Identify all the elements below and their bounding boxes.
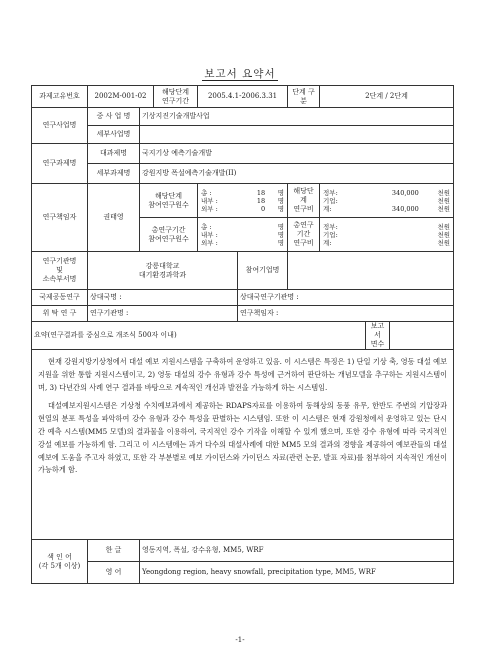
total-gov-unit: 천원 bbox=[437, 222, 451, 231]
row-summary-head bbox=[32, 322, 454, 350]
total-cost-grid bbox=[322, 223, 451, 247]
business-sub-value bbox=[140, 126, 454, 144]
stage-staff-values bbox=[198, 184, 288, 218]
stage-staff-label-line1: 해당단계 bbox=[154, 191, 183, 200]
stage-gov-unit: 천원 bbox=[437, 188, 451, 197]
row-international bbox=[32, 290, 454, 306]
page-title-text: 보고서 요약서 bbox=[204, 68, 276, 80]
stage-corp-label: 기업: bbox=[323, 196, 338, 205]
total-cost-label-line2: 연구비 bbox=[293, 239, 314, 247]
pages-label-line2: 면수 bbox=[370, 340, 385, 348]
row-keywords-en bbox=[32, 562, 454, 584]
stage-corp-unit: 천원 bbox=[437, 196, 451, 205]
org-value-line1: 강릉대학교 bbox=[145, 261, 180, 270]
total-cost-label bbox=[288, 218, 320, 252]
total-in-unit: 명 bbox=[277, 230, 285, 239]
summary-form-table bbox=[31, 85, 454, 584]
total-sum-label: 계: bbox=[323, 238, 332, 247]
task-main-value: 국지기상 예측기술개발 bbox=[140, 144, 454, 164]
project-id-label: 과제고유번호 bbox=[32, 86, 88, 108]
participating-company-label: 참여기업명 bbox=[238, 252, 288, 290]
researcher-label: 연구책임자 bbox=[32, 184, 88, 252]
total-staff-label bbox=[140, 218, 198, 252]
stage-staff-label bbox=[140, 184, 198, 218]
stage-out-value: 0 bbox=[261, 204, 266, 213]
page-number: -1- bbox=[235, 636, 245, 644]
stage-label: 단계 구분 bbox=[288, 86, 320, 108]
row-keywords-ko bbox=[32, 540, 454, 562]
consign-label: 위 탁 연 구 bbox=[32, 306, 88, 322]
stage-sum-value: 340,000 bbox=[391, 204, 419, 213]
intl-counterpart-label: 상대국명 : bbox=[88, 290, 238, 306]
keywords-ko-value: 영동지역, 폭설, 강수유형, MM5, WRF bbox=[140, 540, 454, 562]
stage-cost-grid bbox=[322, 189, 451, 213]
row-organization bbox=[32, 252, 454, 290]
stage-in-label: 내부 : bbox=[201, 196, 218, 205]
task-sub-value: 강원지방 폭설예측기술개발(II) bbox=[140, 164, 454, 184]
row-business-main bbox=[32, 108, 454, 126]
period-value: 2005.4.1-2006.3.31 bbox=[198, 86, 288, 108]
consign-org-label: 연구기관명 : bbox=[88, 306, 238, 322]
total-gov-label: 정부: bbox=[323, 222, 338, 231]
total-staff-label-line1: 총연구기간 bbox=[151, 225, 186, 234]
consign-head-label: 연구책임자 : bbox=[238, 306, 454, 322]
stage-out-label: 외부 : bbox=[201, 204, 218, 213]
total-staff-values bbox=[198, 218, 288, 252]
page-title bbox=[0, 66, 480, 81]
org-value-line2: 대기환경과학과 bbox=[138, 270, 187, 279]
row-summary-body bbox=[32, 350, 454, 540]
participating-company-value bbox=[288, 252, 454, 290]
row-project bbox=[32, 86, 454, 108]
row-task-sub bbox=[32, 164, 454, 184]
business-main-value: 기상지진기술개발사업 bbox=[140, 108, 454, 126]
stage-in-value: 18 bbox=[256, 196, 266, 205]
stage-gov-value: 340,000 bbox=[391, 188, 419, 197]
total-cost-label-line1: 총연구기간 bbox=[293, 221, 314, 238]
stage-staff-grid bbox=[200, 189, 285, 213]
business-sub-label: 세부사업명 bbox=[88, 126, 140, 144]
business-label: 연구사업명 bbox=[32, 108, 88, 144]
business-main-label: 중 사 업 명 bbox=[88, 108, 140, 126]
pages-label-line1: 보고서 bbox=[370, 322, 385, 339]
org-label-line2: 및 bbox=[56, 266, 63, 274]
summary-paragraph-2: 대설예보지원시스템은 기상청 수치예보과에서 제공하는 RDAPS자료를 이용하여 동해상의 동풍 유무, 한반도 주변의 기압장과 현열의 분포 특성을 파악하여 강수 유형과 강수 특성을 판별하는 시스템임. 또한 이 시스템은 현재 강원청에서 운영하고 있는 단시간 예측 시스템(MM5 모델)의 결과물을 이용하여, 국지적인 강수 기작을 이해할 수 있게 했으며, 또한 강수 유형에 따라 국지적인 강설 예보를 가능하게 함. 그리고 이 시스템에는 과거 다수의 대설사례에 대한 MM5 모의 결과의 경향을 제공하여 예보관들의 대설예보에 도움을 주고자 하였고, 또한 각 부분별로 예보 가이던스와 가이던스 자료(관련 논문, 발표 자료)를 첨부하여 지속적인 개선이 가능하게 함. bbox=[38, 401, 448, 475]
row-researcher-stage bbox=[32, 184, 454, 218]
task-main-label: 대과제명 bbox=[88, 144, 140, 164]
pages-value bbox=[390, 322, 454, 350]
project-id-value: 2002M-001-02 bbox=[88, 86, 154, 108]
intl-label: 국제공동연구 bbox=[32, 290, 88, 306]
keywords-label-line2: (각 5개 이상) bbox=[38, 561, 81, 570]
stage-value: 2단계 / 2단계 bbox=[320, 86, 454, 108]
stage-sum-unit: 천원 bbox=[437, 204, 451, 213]
row-task-main bbox=[32, 144, 454, 164]
row-consigned bbox=[32, 306, 454, 322]
org-value bbox=[88, 252, 238, 290]
stage-total-unit: 명 bbox=[277, 188, 285, 197]
total-corp-label: 기업: bbox=[323, 230, 338, 239]
keywords-ko-label: 한 글 bbox=[88, 540, 140, 562]
stage-corp-value bbox=[358, 197, 420, 205]
stage-in-unit: 명 bbox=[277, 196, 285, 205]
total-in-label: 내부 : bbox=[201, 230, 218, 239]
stage-sum-label: 계: bbox=[323, 204, 332, 213]
period-label-line1: 해당단계 bbox=[161, 87, 190, 96]
intl-org-label: 상대국연구기관명 : bbox=[238, 290, 454, 306]
total-out-unit: 명 bbox=[277, 238, 285, 247]
stage-total-value: 18 bbox=[256, 188, 266, 197]
keywords-label bbox=[32, 540, 88, 584]
task-label: 연구과제명 bbox=[32, 144, 88, 184]
total-cost-values bbox=[320, 218, 454, 252]
period-label-line2: 연구기간 bbox=[161, 96, 190, 105]
total-staff-grid bbox=[200, 223, 285, 247]
stage-cost-values bbox=[320, 184, 454, 218]
total-total-unit: 명 bbox=[277, 222, 285, 231]
org-label-line3: 소속부서명 bbox=[42, 275, 77, 283]
stage-staff-label-line2: 참여연구원수 bbox=[148, 200, 189, 209]
keywords-label-line1: 색 인 어 bbox=[47, 552, 72, 561]
total-sum-unit: 천원 bbox=[437, 238, 451, 247]
researcher-name: 권태영 bbox=[88, 184, 140, 252]
task-sub-label: 세부과제명 bbox=[88, 164, 140, 184]
summary-head-label: 요약(연구결과를 중심으로 개조식 500자 이내) bbox=[32, 322, 366, 350]
total-corp-unit: 천원 bbox=[437, 230, 451, 239]
pages-label bbox=[366, 322, 390, 350]
summary-body bbox=[32, 350, 454, 540]
stage-cost-label-line2: 연구비 bbox=[293, 205, 314, 213]
period-label bbox=[154, 86, 198, 108]
org-label bbox=[32, 252, 88, 290]
stage-out-unit: 명 bbox=[277, 204, 285, 213]
keywords-en-label: 영 어 bbox=[88, 562, 140, 584]
stage-gov-label: 정부: bbox=[323, 188, 338, 197]
summary-paragraph-1: 현재 강원지방기상청에서 대설 예보 지원시스템을 구축하여 운영하고 있음. 이 시스템은 특징은 1) 단일 기상 축, 영동 대설 예보 지원을 위한 통합 지원시스템이고, 2) 영동 대설의 강수 유형과 강수 특성에 근거하여 판단하는 개념모델을 추구하는 지원시스템이며, 3) 다년간의 사례 연구 결과를 바탕으로 계속적인 개선과 발전을 가능하게 하는 시스템임. bbox=[38, 357, 448, 392]
stage-cost-label-line1: 해당단계 bbox=[293, 187, 314, 204]
total-out-label: 외부 : bbox=[201, 238, 218, 247]
stage-total-label: 총 : bbox=[201, 188, 212, 197]
stage-cost-label bbox=[288, 184, 320, 218]
total-total-label: 총 : bbox=[201, 222, 212, 231]
keywords-en-value: Yeongdong region, heavy snowfall, precipitation type, MM5, WRF bbox=[140, 562, 454, 584]
org-label-line1: 연구기관명 bbox=[42, 257, 77, 265]
total-staff-label-line2: 참여연구원수 bbox=[148, 234, 189, 243]
row-business-sub bbox=[32, 126, 454, 144]
